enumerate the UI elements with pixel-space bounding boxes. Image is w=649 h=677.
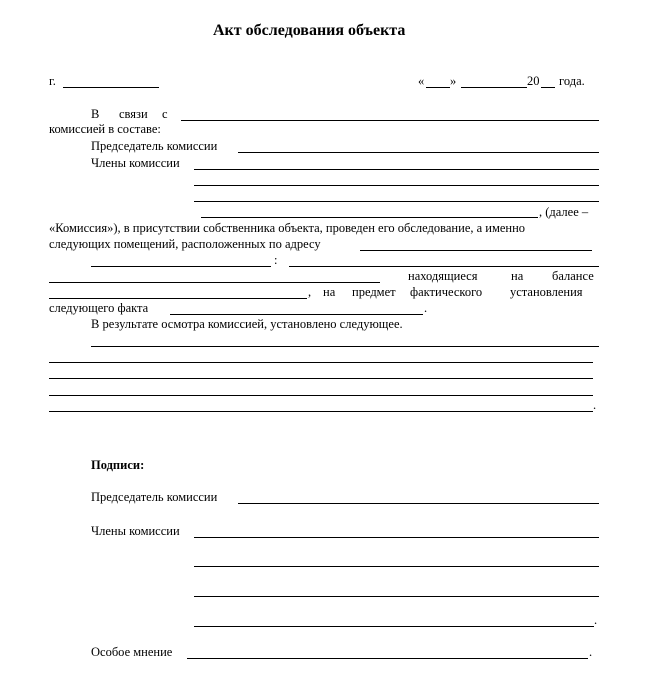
year-suffix: года. [559,74,585,88]
balance-word: балансе [552,269,594,283]
chairman-blank [238,152,599,153]
sig-member-blank [194,626,594,627]
subject-word: установления [510,285,583,299]
premises-line: следующих помещений, расположенных по адресу [49,237,321,251]
address-colon: : [274,253,278,267]
subject-word: предмет [352,285,396,299]
sig-members-label: Члены комиссии [91,524,180,538]
result-blank [49,378,593,379]
month-blank [461,87,527,88]
in-connection-word: с [162,107,168,121]
inspection-result: В результате осмотра комиссией, установлено следующее. [91,317,403,331]
city-blank [63,87,159,88]
address-blank [360,250,592,251]
member-blank [194,185,599,186]
following-fact: следующего факта [49,301,149,315]
sig-member-blank [194,537,599,538]
in-connection-word: связи [119,107,148,121]
sig-member-blank [194,566,599,567]
subject-word: на [323,285,336,299]
address-blank [91,266,271,267]
members-label: Члены комиссии [91,156,180,170]
balance-word: на [511,269,524,283]
address-blank [289,266,599,267]
fact-blank [170,314,423,315]
member-blank [201,217,538,218]
sig-chairman-label: Председатель комиссии [91,490,218,504]
balance-word: находящиеся [408,269,478,283]
commission-composition: комиссией в составе: [49,122,161,136]
fact-period: . [424,301,428,315]
date-open-quote: « [418,74,425,88]
signatures-heading: Подписи: [91,458,145,472]
special-opinion-label: Особое мнение [91,645,173,659]
balance-blank [49,282,380,283]
city-prefix: г. [49,74,56,88]
commission-line: «Комиссия»), в присутствии собственника объекта, проведен его обследование, а именно [49,221,526,235]
sig-chairman-blank [238,503,599,504]
chairman-label: Председатель комиссии [91,139,218,153]
hereinafter-text: , (далее – [539,205,589,219]
sig-members-period: . [594,613,598,627]
member-blank [194,169,599,170]
subject-word: фактического [410,285,483,299]
reason-blank [181,120,599,121]
result-blank [49,411,593,412]
result-blank [49,362,593,363]
day-blank [426,87,450,88]
special-opinion-blank [187,658,588,659]
sig-member-blank [194,596,599,597]
in-connection-word: В [91,107,100,121]
date-close-quote: » [450,74,457,88]
result-blank [91,346,599,347]
subject-word: , [308,285,312,299]
year-prefix: 20 [527,74,540,88]
special-opinion-period: . [589,645,593,659]
document-title: Акт обследования объекта [213,22,406,39]
year-blank [541,87,555,88]
result-blank [49,395,593,396]
balance-holder-blank [49,298,307,299]
result-period: . [593,398,597,412]
member-blank [194,201,599,202]
